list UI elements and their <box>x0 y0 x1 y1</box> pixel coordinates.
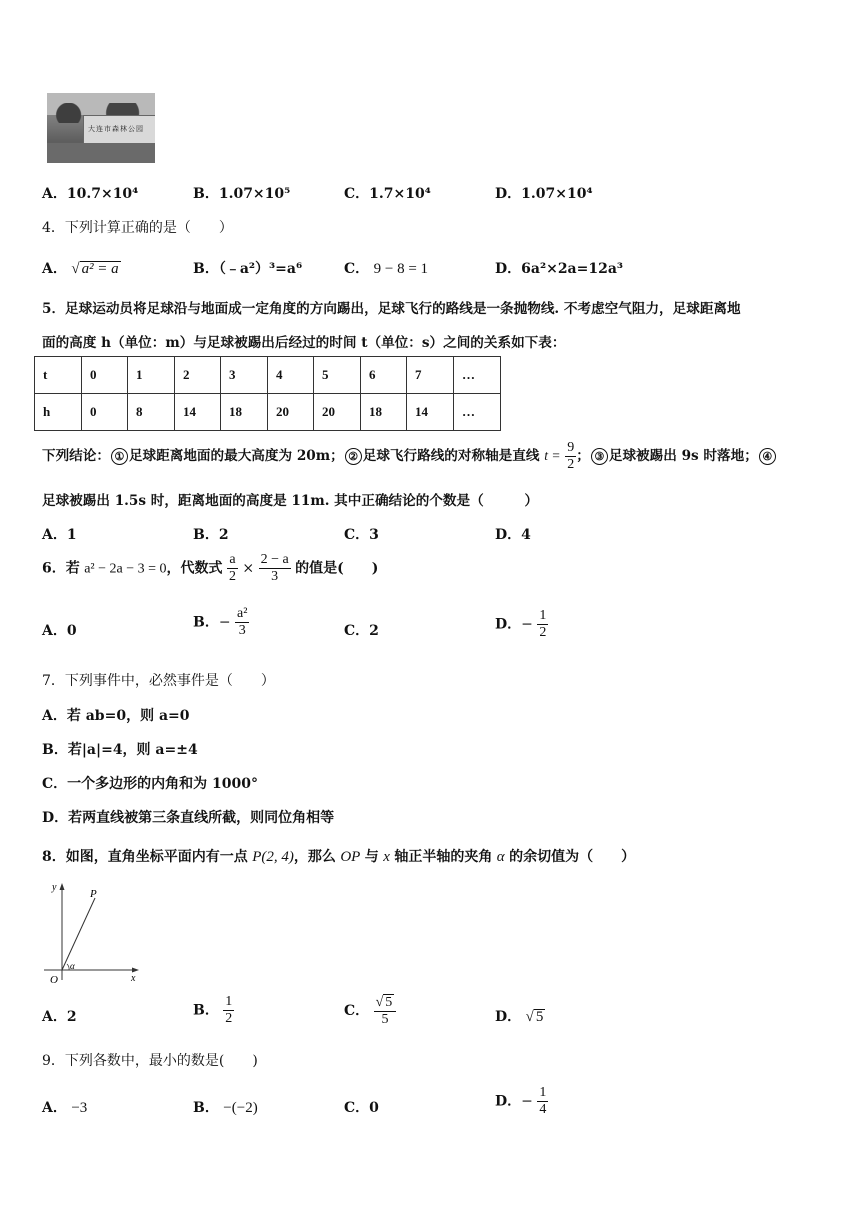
q9-option-a: A． −3 <box>42 1100 88 1116</box>
q5-stem-line1: 5．足球运动员将足球沿与地面成一定角度的方向踢出，足球飞行的路线是一条抛物线. 不考虑空气阻力，足球距离地 <box>42 301 741 317</box>
q4-option-a: A． √ a² = a <box>42 261 119 277</box>
q6-stem: 6．若 a² − 2a − 3 = 0，代数式 $\frac{a}{2}$ × $\frac{2 - a}{3}$ 的值是( ) <box>42 552 379 584</box>
alpha-label: α <box>70 961 75 971</box>
q8-option-a: A．2 <box>42 1009 77 1025</box>
q9-option-b: B． −(−2) <box>193 1100 258 1116</box>
q7-option-b: B．若|a|=4，则 a=±4 <box>42 742 198 758</box>
q9-stem: 9．下列各数中，最小的数是( ) <box>42 1053 258 1069</box>
q7-option-d: D．若两直线被第三条直线所截，则同位角相等 <box>42 810 335 826</box>
table-row: h 0 8 14 18 20 20 18 14 … <box>35 394 501 431</box>
q4-option-b: B．（﹣a²）³=a⁶ <box>193 261 303 277</box>
q8-option-b: B． $\frac{1}{2}$ <box>193 994 233 1026</box>
q4-a-math: a² = a <box>81 261 119 277</box>
q6-option-c: C．2 <box>344 623 379 639</box>
q4-c-math: 9 − 8 = 1 <box>373 261 429 277</box>
p-label: P <box>90 888 97 900</box>
q7-option-a: A．若 ab=0，则 a=0 <box>42 708 190 724</box>
height-time-table <box>34 356 501 431</box>
q6-option-b: B．− $\frac{\text{a²}}{3}$ <box>193 606 248 638</box>
q8-option-d: D． √ 5 <box>495 1009 544 1025</box>
q5-option-c: C．3 <box>344 527 379 543</box>
q5-conclusions-line2: 足球被踢出 1.5s 时，距离地面的高度是 11m. 其中正确结论的个数是（ ） <box>42 493 539 509</box>
q5-option-b: B．2 <box>193 527 229 543</box>
q7-stem: 7．下列事件中，必然事件是（ ） <box>42 673 275 689</box>
q8-option-c: C． $\frac{√ 5}{5}$ <box>344 994 396 1028</box>
y-label: y <box>52 882 57 893</box>
q8-stem: 8．如图，直角坐标平面内有一点 P(2, 4)，那么 OP 与 x 轴正半轴的夹角 α 的余切值为（ ） <box>42 849 636 865</box>
angle-arc <box>67 964 69 970</box>
q5-option-d: D．4 <box>495 527 531 543</box>
table-row: t 0 1 2 3 4 5 6 7 … <box>35 357 501 394</box>
q3-option-b: B．1.07×10⁵ <box>193 186 291 202</box>
q9-option-c: C．0 <box>344 1100 379 1116</box>
q4-stem: 4．下列计算正确的是（ ） <box>42 220 233 236</box>
q5-option-a: A．1 <box>42 527 77 543</box>
q4-option-d: D．6a²×2a=12a³ <box>495 261 624 277</box>
y-arrow-icon <box>60 883 65 890</box>
park-photo <box>47 93 155 163</box>
q5-stem-line2: 面的高度 h（单位：m）与足球被踢出后经过的时间 t（单位：s）之间的关系如下表： <box>42 335 566 351</box>
x-label: x <box>131 973 136 984</box>
photo-caption: 大连市森林公园 <box>88 125 144 133</box>
origin-label: O <box>50 974 58 986</box>
q3-option-c: C．1.7×10⁴ <box>344 186 431 202</box>
q3-option-a: A．10.7×10⁴ <box>42 186 139 202</box>
q6-option-a: A．0 <box>42 623 77 639</box>
x-arrow-icon <box>132 968 139 973</box>
coordinate-figure <box>40 880 150 990</box>
ray-op <box>62 898 95 970</box>
q7-option-c: C．一个多边形的内角和为 1000° <box>42 776 258 792</box>
q6-option-d: D．− $\frac{1}{2}$ <box>495 608 547 640</box>
q5-conclusions-line1: 下列结论： ① 足球距离地面的最大高度为 20m； ② 足球飞行路线的对称轴是直线 t = $\frac{9}{2}$ ； ③ 足球被踢出 9s 时落地； ④ <box>42 440 777 473</box>
q9-option-d: D．− $\frac{1}{4}$ <box>495 1085 547 1117</box>
q3-option-d: D．1.07×10⁴ <box>495 186 593 202</box>
q4-option-c: C． 9 − 8 = 1 <box>344 261 429 277</box>
